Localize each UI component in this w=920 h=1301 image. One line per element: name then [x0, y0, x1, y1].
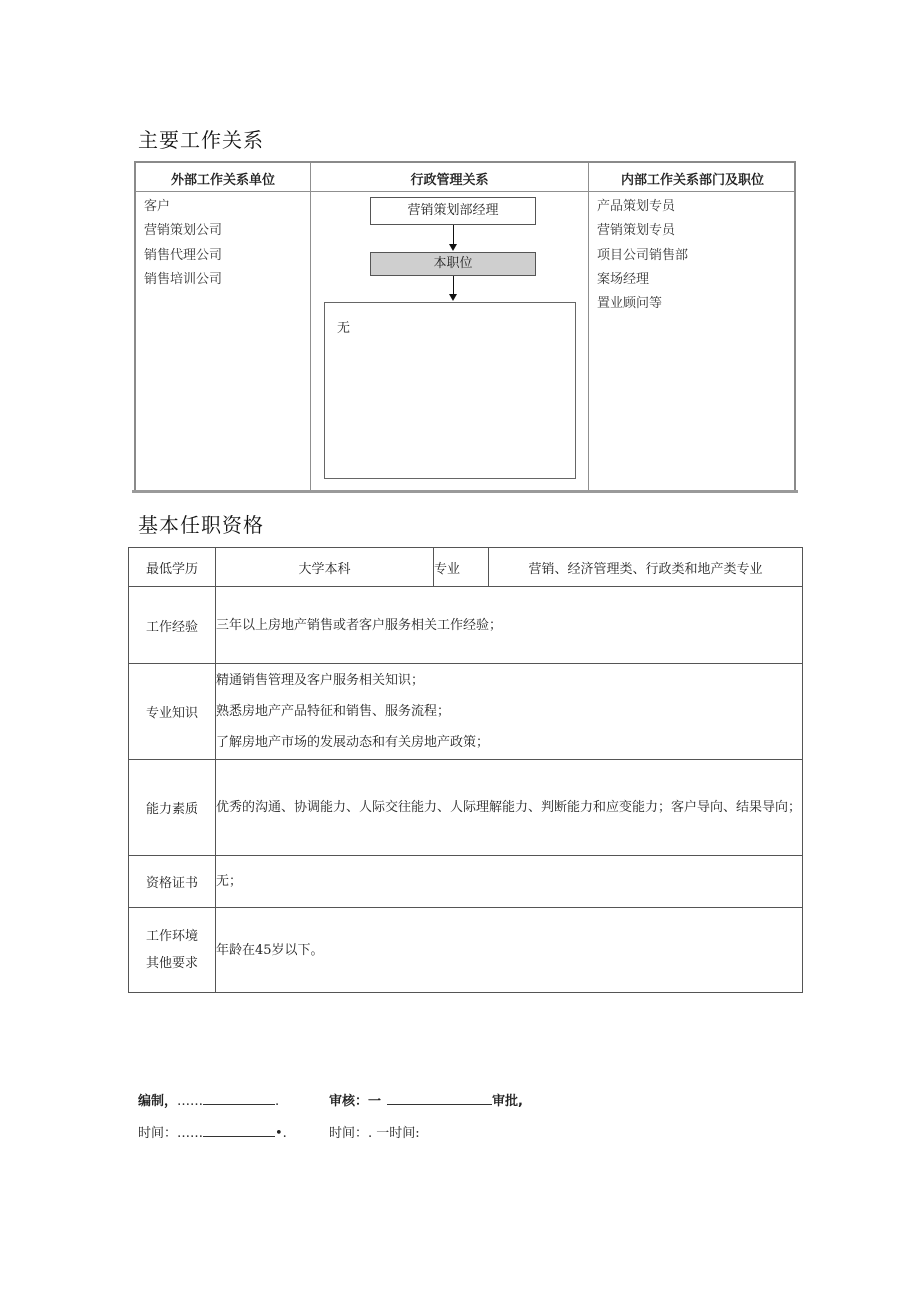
major-value: 营销、经济管理类、行政类和地产类专业: [489, 548, 803, 587]
prepared-dots: ……: [177, 1094, 204, 1109]
education-label: 最低学历: [129, 548, 216, 587]
table-row: [129, 664, 803, 760]
certificate-value: 无；: [216, 856, 803, 908]
other-label-line: 其他要求: [145, 956, 198, 971]
column-divider: [310, 163, 311, 491]
qualifications-table: [128, 547, 803, 993]
time-dots: ……: [177, 1126, 204, 1141]
ability-value: 优秀的沟通、协调能力、人际交往能力、人际理解能力、判断能力和应变能力；客户导向、结果导向；: [216, 760, 803, 856]
list-item: 熟悉房地产产品特征和销售、服务流程；: [216, 704, 451, 719]
table-row: [129, 548, 803, 587]
internal-list: [597, 195, 688, 316]
down-arrow-icon: [453, 276, 454, 296]
prepared-by: [138, 1090, 279, 1109]
table-bottom-rule: [132, 490, 798, 493]
header-admin: 行政管理关系: [410, 173, 489, 188]
table-row: [129, 908, 803, 993]
prepared-end: .: [275, 1094, 280, 1109]
review-approve: [329, 1090, 523, 1109]
external-list: [144, 195, 222, 292]
list-item: 营销策划专员: [597, 223, 676, 239]
experience-value: 三年以上房地产销售或者客户服务相关工作经验；: [216, 587, 803, 664]
review-line: [387, 1094, 492, 1105]
table-row: [129, 856, 803, 908]
time-label: 时间：: [138, 1126, 178, 1141]
header-divider: [136, 191, 794, 192]
table-row: [129, 760, 803, 856]
prepared-label: 编制，: [138, 1094, 178, 1109]
list-item: 销售代理公司: [144, 247, 223, 263]
list-item: 客户: [144, 199, 171, 214]
approve-label: 审批,: [492, 1094, 523, 1109]
header-internal: 内部工作关系部门及职位: [620, 173, 764, 188]
header-external: 外部工作关系单位: [170, 173, 275, 188]
table-row: [129, 587, 803, 664]
certificate-label: 资格证书: [129, 856, 216, 908]
list-item: 置业顾问等: [597, 296, 663, 312]
position-box: 本职位: [370, 252, 536, 276]
time-2: 时间：. 一时间:: [329, 1126, 420, 1141]
experience-label: 工作经验: [129, 587, 216, 664]
environment-label: [129, 908, 216, 993]
time-1: [138, 1122, 287, 1141]
list-item: 项目公司销售部: [597, 247, 689, 263]
superior-box: 营销策划部经理: [370, 197, 536, 225]
knowledge-label: 专业知识: [129, 664, 216, 760]
qualifications-title: 基本任职资格: [138, 513, 264, 537]
list-item: 销售培训公司: [144, 271, 223, 287]
list-item: 产品策划专员: [597, 199, 676, 214]
subordinates-box: [324, 302, 576, 479]
down-arrow-icon: [453, 225, 454, 246]
subordinates-text: 无: [337, 321, 351, 336]
review-label: 审核：一: [329, 1094, 382, 1109]
list-item: 案场经理: [597, 271, 650, 287]
environment-label-line: 工作环境: [145, 929, 198, 944]
knowledge-value: [216, 664, 803, 760]
major-label: 专业: [434, 548, 489, 587]
relationships-title: 主要工作关系: [138, 128, 264, 152]
prepared-line: [203, 1094, 275, 1105]
column-divider: [588, 163, 589, 491]
other-value: 年龄在45岁以下。: [216, 908, 803, 993]
time-end: •.: [275, 1126, 287, 1141]
ability-label: 能力素质: [129, 760, 216, 856]
education-value: 大学本科: [216, 548, 434, 587]
time-line: [203, 1126, 275, 1137]
list-item: 精通销售管理及客户服务相关知识；: [216, 673, 425, 688]
relationships-table: [134, 161, 796, 493]
list-item: 营销策划公司: [144, 223, 223, 239]
list-item: 了解房地产市场的发展动态和有关房地产政策；: [216, 735, 490, 750]
